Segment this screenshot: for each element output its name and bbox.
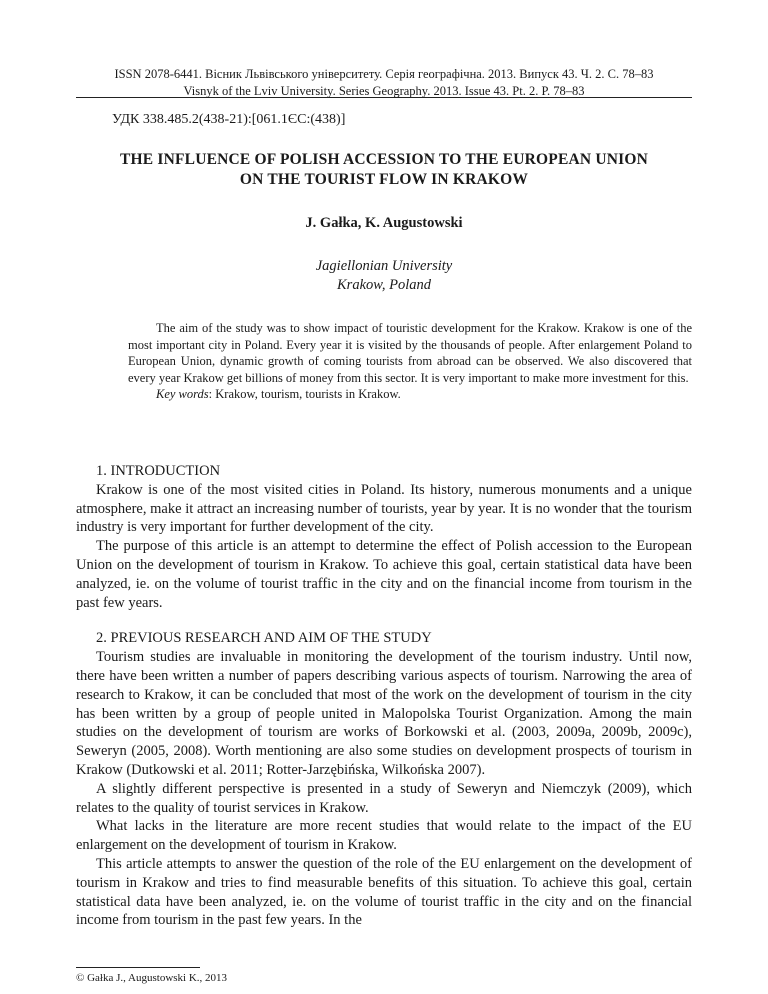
keywords-list: : Krakow, tourism, tourists in Krakow. — [208, 387, 401, 401]
authors: J. Gałka, K. Augustowski — [305, 215, 463, 231]
copyright-footnote: © Gałka J., Augustowski K., 2013 — [76, 972, 228, 984]
title-line-1: THE INFLUENCE OF POLISH ACCESSION TO THE EUROPEAN UNION — [119, 151, 649, 168]
paragraph: A slightly different perspective is presented in a study of Seweryn and Niemczyk (2009), which relates to the quality of tourist services in Krakow. — [76, 780, 692, 816]
header-divider — [76, 97, 692, 98]
paragraph: Krakow is one of the most visited cities in Poland. Its history, numerous monuments and a unique atmosphere, make it attract an increasing number of tourists, year by year. It is no wonder that the tourism industry is very important for further development of the city. — [76, 481, 692, 536]
abstract — [128, 320, 692, 403]
section-heading-previous-research: 2. PREVIOUS RESEARCH AND AIM OF THE STUDY — [96, 630, 432, 647]
keywords — [128, 386, 692, 403]
paragraph: Tourism studies are invaluable in monitoring the development of the tourism industry. Until now, there have been written a number of papers describing various aspects of tourism. Narrowing the area of research to Krakow, it can be concluded that most of the work on the development of tourism in the city has been written by a group of people united in Malopolska Tourist Organization. Among the main studies on the development of tourism are works of Borkowski et al. (2003, 2009a, 2009b, 2009c), Seweryn (2005, 2008). Worth mentioning are also some studies on development prospects of tourism in Krakow (Dutkowski et al. 2011; Rotter-Jarzębińska, Wilkońska 2007). — [76, 649, 692, 778]
paragraph: The purpose of this article is an attempt to determine the effect of Polish accession to the European Union on the development of tourism in Krakow. To achieve this goal, certain statistical data have been analyzed, ie. on the volume of tourist traffic in the city and on the financial income from tourism in the past few years. — [76, 538, 692, 611]
affiliation-university: Jagiellonian University — [315, 258, 453, 274]
udc-code: УДК 338.485.2(438-21):[061.1ЄС:(438)] — [112, 112, 346, 127]
abstract-text: The aim of the study was to show impact of touristic development for the Krakow. Krakow is one of the most important city in Poland. Every year it is visited by the thousands of people. After enlargement Poland to European Union, dynamic growth of coming tourists from abroad can be observed. We also discovered that every year Krakow get billions of money from this sector. It is very important to make more investment for this. — [128, 321, 692, 385]
keywords-label: Key words — [156, 387, 209, 401]
affiliation-city: Krakow, Poland — [337, 277, 431, 293]
affiliation — [76, 257, 692, 295]
journal-header-line-ukrainian: ISSN 2078-6441. Вісник Львівського університету. Серія географічна. 2013. Випуск 43. Ч. 2. С. 78–83 — [114, 67, 654, 81]
section-heading-introduction: 1. INTRODUCTION — [96, 463, 221, 479]
paragraph: This article attempts to answer the question of the role of the EU enlargement on the development of tourism in Krakow and tries to find measurable benefits of this situation. To achieve this goal, certain statistical data have been analyzed, ie. on the volume of tourist traffic in the city and on the financial income from tourism in the past few years. In the — [76, 855, 692, 929]
section-gap — [76, 612, 692, 629]
paragraph: What lacks in the literature are more recent studies that would relate to the impact of the EU enlargement on the development of tourism in Krakow. — [76, 818, 692, 854]
article-body — [76, 462, 692, 930]
article-title — [76, 150, 692, 190]
footnote-divider — [76, 967, 200, 968]
journal-header — [76, 66, 692, 100]
journal-header-line-english: Visnyk of the Lviv University. Series Geography. 2013. Issue 43. Pt. 2. P. 78–83 — [183, 84, 585, 98]
title-line-2: ON THE TOURIST FLOW IN KRAKOW — [239, 171, 529, 188]
